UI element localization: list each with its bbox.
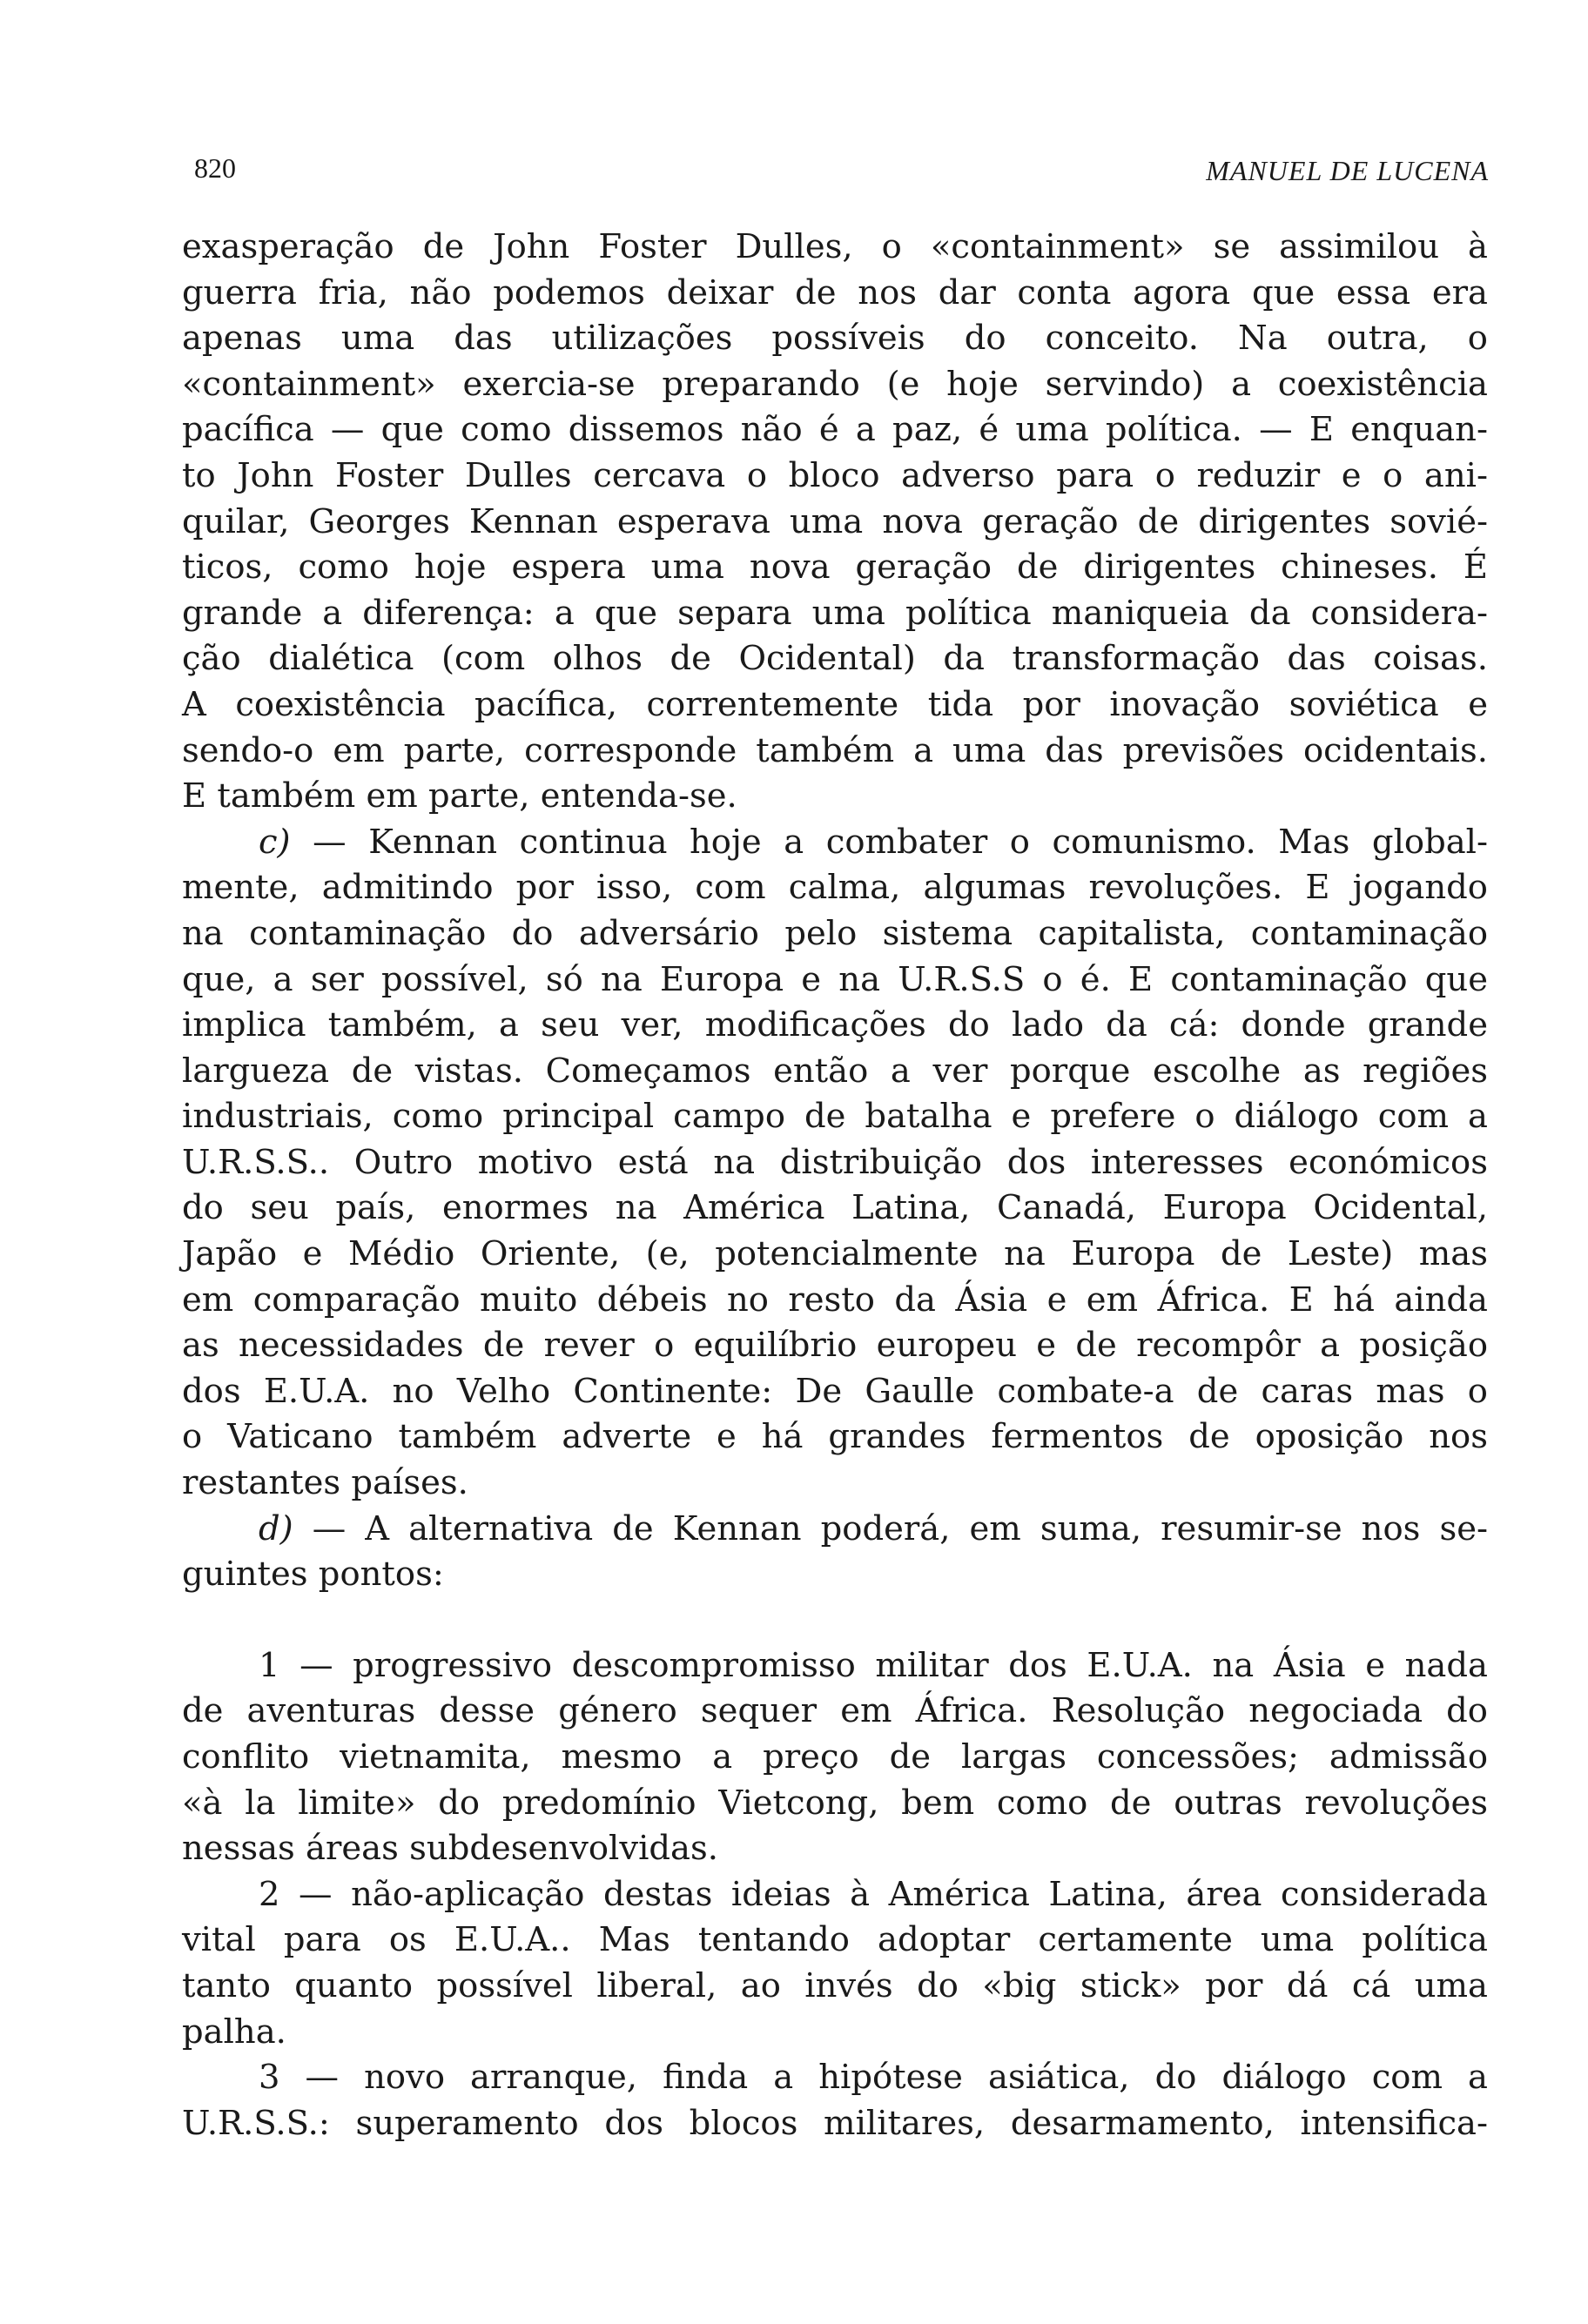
text-line: em comparação muito débeis no resto da Ásia e em África. E há ainda: [182, 1280, 1488, 1320]
text-line: 1 — progressivo descompromisso militar dos E.U.A. na Ásia e nada: [259, 1645, 1488, 1685]
running-header-author: MANUEL DE LUCENA: [1206, 155, 1489, 186]
text-line-content: — A alternativa de Kennan poderá, em suma, resumir-se nos se-: [293, 1508, 1488, 1548]
running-head: [194, 152, 1489, 196]
text-line: apenas uma das utilizações possíveis do conceito. Na outra, o: [182, 319, 1488, 359]
text-line: dos E.U.A. no Velho Continente: De Gaulle combate-a de caras mas o: [182, 1371, 1488, 1411]
text-line: grande a diferença: a que separa uma política maniqueia da considera-: [182, 593, 1488, 633]
item-marker-c: c): [259, 822, 291, 862]
text-line: tanto quanto possível liberal, ao invés do «big stick» por dá cá uma: [182, 1965, 1488, 2005]
text-line: [182, 1507, 1488, 1553]
text-line: restantes países.: [182, 1463, 468, 1503]
text-line-content: — Kennan continua hoje a combater o comunismo. Mas global-: [290, 822, 1488, 862]
text-line: que, a ser possível, só na Europa e na U.R.S.S o é. E contaminação que: [182, 959, 1488, 999]
text-line: A coexistência pacífica, correntemente tida por inovação soviética e: [182, 684, 1488, 724]
text-line: vital para os E.U.A.. Mas tentando adoptar certamente uma política: [182, 1920, 1488, 1960]
text-line: sendo-o em parte, corresponde também a uma das previsões ocidentais.: [182, 730, 1488, 770]
text-line: quilar, Georges Kennan esperava uma nova geração de dirigentes sovié-: [182, 501, 1488, 541]
text-line: E também em parte, entenda-se.: [182, 776, 737, 816]
text-line: ticos, como hoje espera uma nova geração de dirigentes chineses. É: [182, 547, 1488, 588]
text-line: na contaminação do adversário pelo sistema capitalista, contaminação: [182, 913, 1488, 953]
text-line: guintes pontos:: [182, 1555, 444, 1595]
text-line: guerra fria, não podemos deixar de nos dar conta agora que essa era: [182, 272, 1488, 312]
text-line: de aventuras desse género sequer em África. Resolução negociada do: [182, 1691, 1488, 1731]
text-line: U.R.S.S.: superamento dos blocos militares, desarmamento, intensifica-: [182, 2103, 1488, 2143]
item-marker-d: d): [259, 1508, 293, 1548]
text-line: ção dialética (com olhos de Ocidental) da transformação das coisas.: [182, 639, 1488, 679]
paragraph-gap: [182, 1598, 1488, 1643]
text-line: [182, 820, 1488, 866]
list-item-3: [182, 2055, 1488, 2146]
list-item-2: [182, 1872, 1488, 2055]
text-line: exasperação de John Foster Dulles, o «containment» se assimilou à: [182, 227, 1488, 266]
text-line: Japão e Médio Oriente, (e, potencialmente na Europa de Leste) mas: [182, 1234, 1488, 1274]
text-line: largueza de vistas. Começamos então a ver porque escolhe as regiões: [182, 1051, 1488, 1091]
text-line: o Vaticano também adverte e há grandes fermentos de oposição nos: [182, 1417, 1488, 1457]
text-line: do seu país, enormes na América Latina, Canadá, Europa Ocidental,: [182, 1188, 1488, 1228]
text-line: to John Foster Dulles cercava o bloco adverso para o reduzir e o ani-: [182, 455, 1488, 495]
text-line: implica também, a seu ver, modificações do lado da cá: donde grande: [182, 1005, 1488, 1045]
text-line: pacífica — que como dissemos não é a paz, é uma política. — E enquan-: [182, 410, 1488, 450]
body-text: [182, 225, 1488, 2146]
text-line: palha.: [182, 2012, 286, 2052]
list-item-1: [182, 1643, 1488, 1872]
text-line: nessas áreas subdesenvolvidas.: [182, 1829, 718, 1869]
text-line: as necessidades de rever o equilíbrio europeu e de recompôr a posição: [182, 1326, 1488, 1366]
paragraph-1: [182, 225, 1488, 820]
paragraph-c: [182, 820, 1488, 1507]
text-line: conflito vietnamita, mesmo a preço de largas concessões; admissão: [182, 1737, 1488, 1777]
text-line: 2 — não-aplicação destas ideias à América Latina, área considerada: [259, 1874, 1488, 1914]
text-line: 3 — novo arranque, finda a hipótese asiática, do diálogo com a: [259, 2058, 1488, 2098]
text-line: «à la limite» do predomínio Vietcong, bem como de outras revoluções: [182, 1783, 1488, 1823]
text-line: industriais, como principal campo de batalha e prefere o diálogo com a: [182, 1097, 1488, 1137]
page-number: 820: [194, 152, 236, 184]
paragraph-d: [182, 1507, 1488, 1598]
text-line: U.R.S.S.. Outro motivo está na distribuição dos interesses económicos: [182, 1142, 1488, 1182]
text-line: «containment» exercia-se preparando (e hoje servindo) a coexistência: [182, 364, 1488, 404]
text-line: mente, admitindo por isso, com calma, algumas revoluções. E jogando: [182, 868, 1488, 908]
